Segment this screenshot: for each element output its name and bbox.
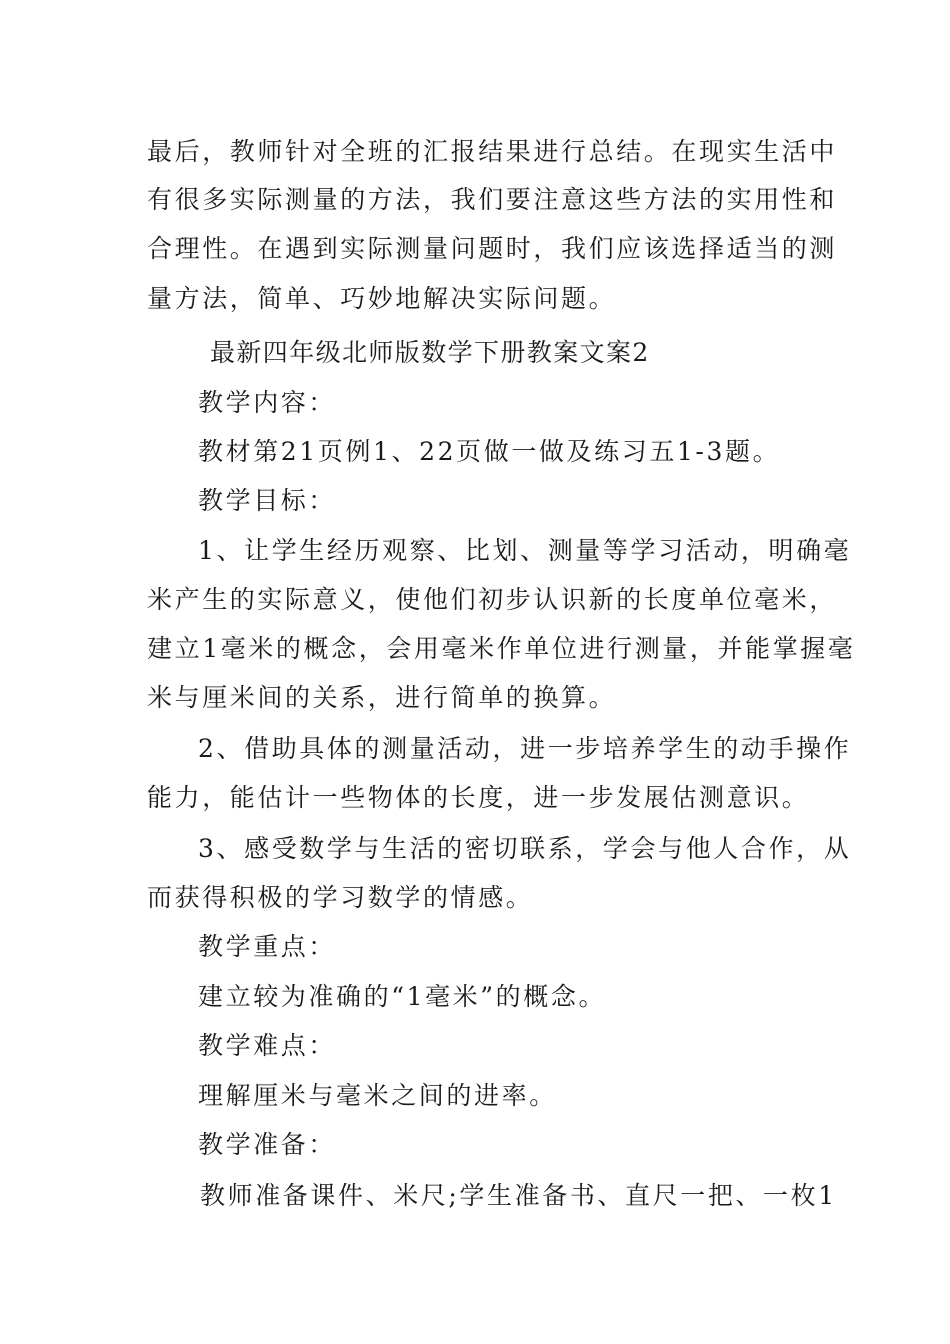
section-heading-key-points: 教学重点： [198, 932, 337, 961]
objective-2-line: 能力，能估计一些物体的长度，进一步发展估测意识。 [147, 783, 810, 812]
objective-3-line: 3、感受数学与生活的密切联系，学会与他人合作，从 [198, 834, 852, 863]
key-point-text: 建立较为准确的“1毫米”的概念。 [198, 982, 607, 1011]
section-heading-content: 教学内容： [198, 388, 337, 417]
difficulty-text: 理解厘米与毫米之间的进率。 [198, 1081, 557, 1110]
content-text: 教材第21页例1、22页做一做及练习五1-3题。 [198, 437, 781, 466]
section-heading-objectives: 教学目标： [198, 486, 337, 515]
objective-2-line: 2、借助具体的测量活动，进一步培养学生的动手操作 [198, 734, 852, 763]
objective-1-line: 1、让学生经历观察、比划、测量等学习活动，明确毫 [198, 536, 852, 565]
objective-1-line: 建立1毫米的概念，会用毫米作单位进行测量，并能掌握毫 [147, 634, 856, 663]
objective-1-line: 米与厘米间的关系，进行简单的换算。 [147, 683, 617, 712]
objective-3-line: 而获得积极的学习数学的情感。 [147, 883, 534, 912]
objective-1-line: 米产生的实际意义，使他们初步认识新的长度单位毫米， [147, 585, 838, 614]
section-heading-preparation: 教学准备： [198, 1130, 337, 1159]
paragraph-line: 有很多实际测量的方法，我们要注意这些方法的实用性和 [147, 185, 838, 214]
paragraph-line: 量方法，简单、巧妙地解决实际问题。 [147, 284, 617, 313]
paragraph-line: 合理性。在遇到实际测量问题时，我们应该选择适当的测 [147, 234, 838, 263]
document-title: 最新四年级北师版数学下册教案文案2 [210, 338, 650, 367]
paragraph-line: 最后，教师针对全班的汇报结果进行总结。在现实生活中 [147, 137, 838, 166]
section-heading-difficulties: 教学难点： [198, 1031, 337, 1060]
preparation-text: 教师准备课件、米尺;学生准备书、直尺一把、一枚1 [200, 1181, 837, 1210]
